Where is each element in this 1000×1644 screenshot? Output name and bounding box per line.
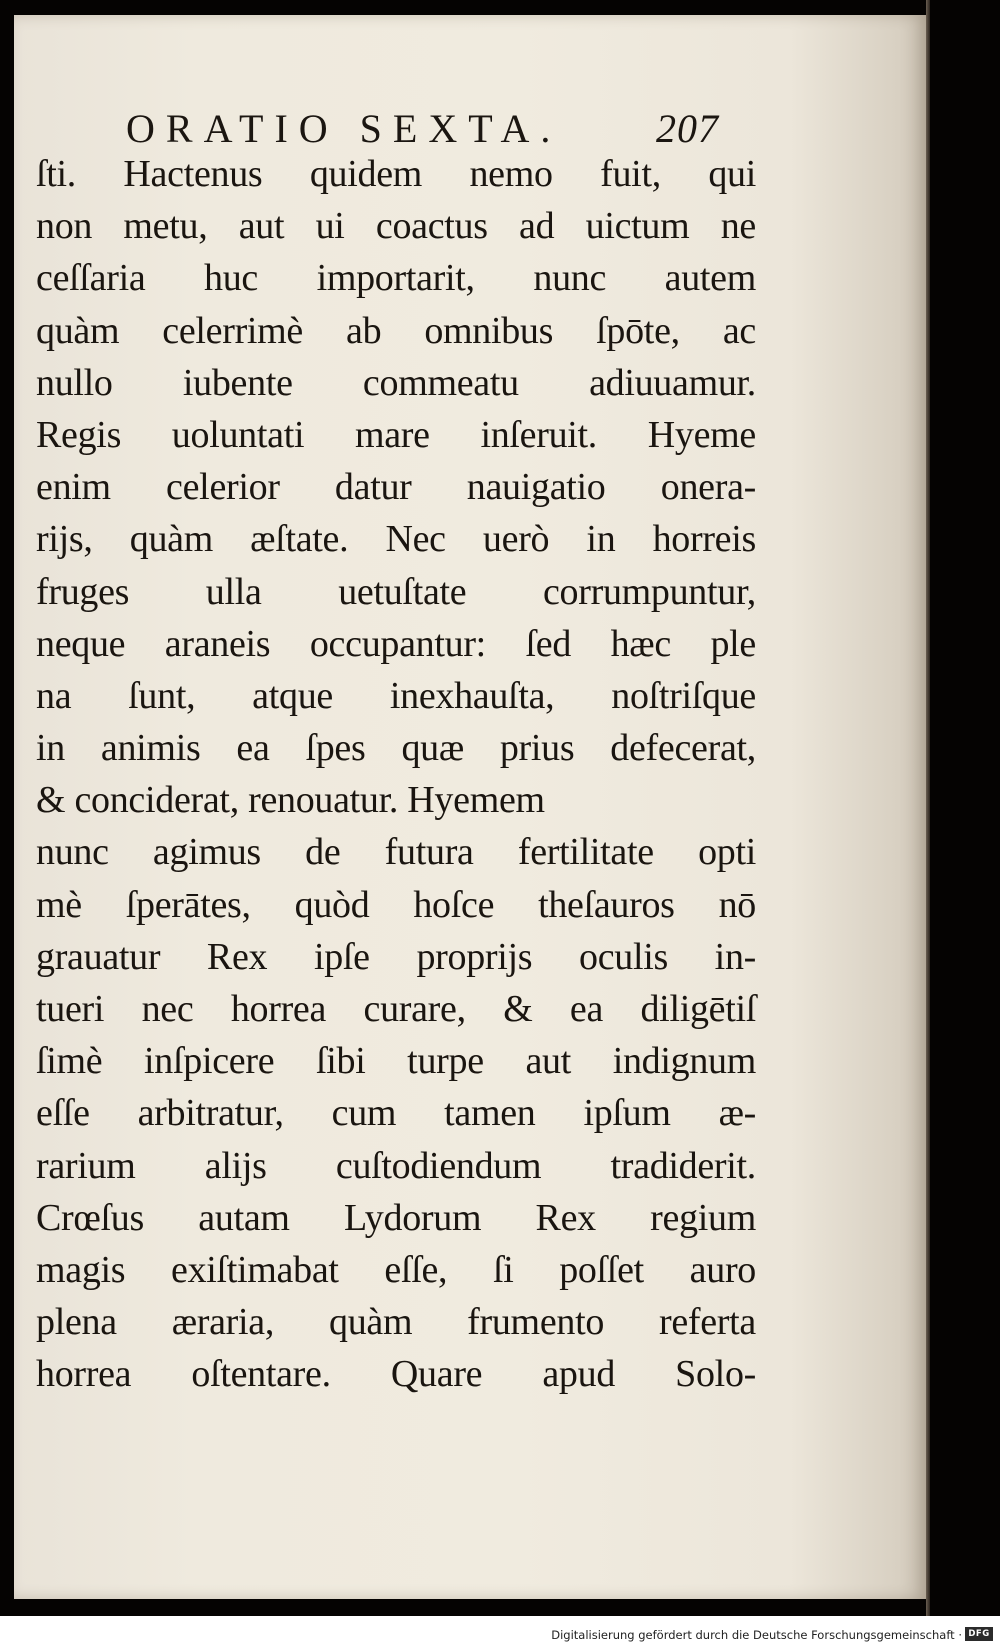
text-line: grauatur Rex ipſe proprijs oculis in- — [36, 935, 756, 978]
text-line: in animis ea ſpes quæ prius defecerat, — [36, 727, 756, 770]
text-line: eſſe arbitratur, cum tamen ipſum æ- — [36, 1092, 756, 1135]
text-line: mè ſperātes, quòd hoſce theſauros nō — [36, 883, 756, 926]
text-line: rijs, quàm æſtate. Nec uerò in horreis — [36, 518, 756, 561]
running-head — [126, 104, 746, 154]
text-line: rarium alijs cuſtodiendum tradiderit. — [36, 1144, 756, 1187]
text-line: ſti. Hactenus quidem nemo fuit, qui — [36, 153, 756, 195]
text-line: plena æraria, quàm frumento referta — [36, 1301, 756, 1344]
dfg-logo — [965, 1627, 993, 1641]
page-number: 207 — [656, 106, 719, 151]
text-line: quàm celerrimè ab omnibus ſpōte, ac — [36, 309, 756, 352]
text-line: nullo iubente commeatu adiuuamur. — [36, 361, 756, 404]
text-line: ſimè inſpicere ſibi turpe aut indignum — [36, 1040, 756, 1083]
text-line: non metu, aut ui coactus ad uictum ne — [36, 205, 756, 248]
text-line: ceſſaria huc importarit, nunc autem — [36, 257, 756, 300]
text-line: & conciderat, renouatur. Hyemem — [36, 779, 545, 822]
text-line: Regis uoluntati mare inſeruit. Hyeme — [36, 413, 756, 456]
text-line: magis exiſtimabat eſſe, ſi poſſet auro — [36, 1248, 756, 1291]
text-line: tueri nec horrea curare, & ea diligētiſ — [36, 988, 756, 1030]
body-text — [36, 148, 756, 1401]
text-line: enim celerior datur nauigatio onera- — [36, 466, 756, 509]
text-line: neque araneis occupantur: ſed hæc ple — [36, 622, 756, 665]
text-line: Crœſus autam Lydorum Rex regium — [36, 1196, 756, 1239]
running-head-title: ORATIO SEXTA. — [126, 106, 562, 151]
text-line: horrea oſtentare. Quare apud Solo- — [36, 1353, 756, 1396]
text-line: na ſunt, atque inexhauſta, noſtriſque — [36, 674, 756, 717]
digitization-credit: Digitalisierung gefördert durch die Deutsche Forschungsgemeinschaft · — [551, 1628, 962, 1642]
text-line: fruges ulla uetuſtate corrumpuntur, — [36, 570, 756, 613]
dfg-logo-text: DFG — [968, 1629, 990, 1639]
text-line: nunc agimus de futura fertilitate opti — [36, 831, 756, 874]
page-edge — [926, 0, 930, 1616]
